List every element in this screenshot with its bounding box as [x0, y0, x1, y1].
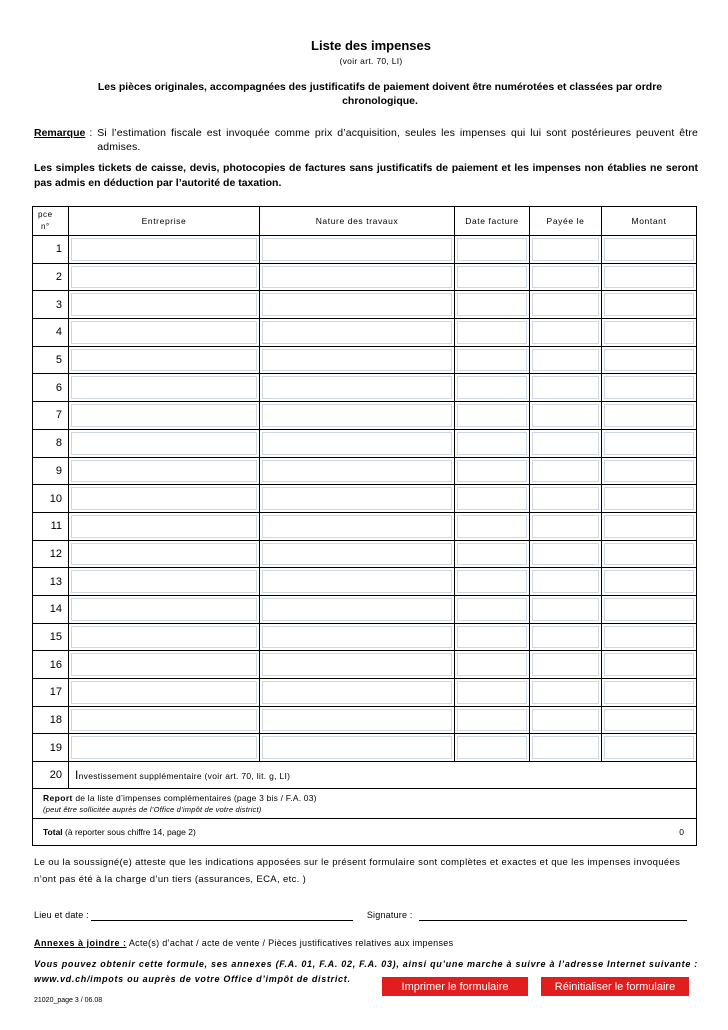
nature-field[interactable]: [262, 736, 452, 759]
date-field-cell: [455, 513, 530, 540]
date-field-cell: [455, 236, 530, 263]
nature-field[interactable]: [262, 321, 452, 344]
entreprise-field[interactable]: [71, 626, 257, 649]
payee-field[interactable]: [532, 293, 599, 316]
row-number: 20: [33, 762, 69, 788]
header-piece-number: [33, 207, 69, 235]
payee-field[interactable]: [532, 515, 599, 538]
date-field[interactable]: [457, 570, 527, 593]
payee-field[interactable]: [532, 404, 599, 427]
payee-field-cell: [530, 319, 602, 346]
date-field-cell: [455, 734, 530, 761]
date-field-cell: [455, 291, 530, 318]
entreprise-field-cell: [69, 319, 260, 346]
entreprise-field-cell: [69, 541, 260, 568]
date-field-cell: [455, 347, 530, 374]
date-field-cell: [455, 374, 530, 401]
date-field[interactable]: [457, 293, 527, 316]
entreprise-field-cell: [69, 347, 260, 374]
nature-field-cell: [260, 291, 455, 318]
table-row-20: [33, 762, 696, 789]
montant-field[interactable]: [604, 626, 694, 649]
date-field[interactable]: [457, 709, 527, 732]
row-number: 5: [33, 347, 69, 374]
date-field[interactable]: [457, 598, 527, 621]
entreprise-field[interactable]: [71, 266, 257, 289]
annexes-line: [34, 938, 698, 948]
date-field[interactable]: [457, 321, 527, 344]
payee-field-cell: [530, 264, 602, 291]
row-number: 14: [33, 596, 69, 623]
row-number: 7: [33, 402, 69, 429]
montant-field-cell: [602, 430, 696, 457]
nature-field-cell: [260, 236, 455, 263]
date-field[interactable]: [457, 543, 527, 566]
table-body: [33, 236, 696, 762]
date-field[interactable]: [457, 404, 527, 427]
nature-field[interactable]: [262, 238, 452, 261]
montant-field-cell: [602, 624, 696, 651]
montant-field-cell: [602, 374, 696, 401]
header-date: Date facture: [455, 207, 530, 235]
payee-field-cell: [530, 430, 602, 457]
table-row: [33, 319, 696, 347]
payee-field-cell: [530, 734, 602, 761]
date-field[interactable]: [457, 376, 527, 399]
entreprise-field[interactable]: [71, 404, 257, 427]
table-row: [33, 651, 696, 679]
table-row: [33, 264, 696, 292]
date-field[interactable]: [457, 681, 527, 704]
date-field-cell: [455, 458, 530, 485]
entreprise-field[interactable]: [71, 736, 257, 759]
entreprise-field-cell: [69, 458, 260, 485]
entreprise-field[interactable]: [71, 293, 257, 316]
table-row: [33, 596, 696, 624]
table-row: [33, 485, 696, 513]
nature-field-cell: [260, 402, 455, 429]
report-text: de la liste d’impenses complémentaires (page 3 bis / F.A. 03): [72, 793, 317, 804]
report-label: Report: [43, 793, 73, 804]
reset-button[interactable]: Réinitialiser le formulaire: [541, 977, 689, 996]
entreprise-field[interactable]: [71, 460, 257, 483]
table-row: [33, 541, 696, 569]
row-number: 10: [33, 485, 69, 512]
row-number: 16: [33, 651, 69, 678]
date-field[interactable]: [457, 487, 527, 510]
payee-field-cell: [530, 651, 602, 678]
montant-field-cell: [602, 291, 696, 318]
table-row: [33, 236, 696, 264]
date-field-cell: [455, 707, 530, 734]
table-row: [33, 568, 696, 596]
table-row: [33, 291, 696, 319]
montant-field-cell: [602, 541, 696, 568]
date-field[interactable]: [457, 266, 527, 289]
montant-field-cell: [602, 264, 696, 291]
payee-field[interactable]: [532, 736, 599, 759]
nature-field[interactable]: [262, 349, 452, 372]
row-number: 2: [33, 264, 69, 291]
nature-field[interactable]: [262, 570, 452, 593]
header-number-label: n°: [41, 222, 50, 231]
date-field-cell: [455, 541, 530, 568]
payee-field[interactable]: [532, 598, 599, 621]
payee-field-cell: [530, 679, 602, 706]
row-number: 4: [33, 319, 69, 346]
date-field-cell: [455, 679, 530, 706]
signature-field[interactable]: [419, 910, 687, 921]
expenses-table: [32, 206, 697, 846]
nature-field-cell: [260, 707, 455, 734]
entreprise-field[interactable]: [71, 598, 257, 621]
cursor-cap: I: [75, 768, 79, 783]
entreprise-field[interactable]: [71, 653, 257, 676]
date-field[interactable]: [91, 910, 353, 921]
header-piece-label: pce: [38, 210, 53, 219]
total-label: Total: [43, 827, 63, 838]
payee-field-cell: [530, 541, 602, 568]
payee-field[interactable]: [532, 432, 599, 455]
payee-field-cell: [530, 291, 602, 318]
entreprise-field[interactable]: [71, 238, 257, 261]
row-number: 18: [33, 707, 69, 734]
row-number: 6: [33, 374, 69, 401]
montant-field-cell: [602, 402, 696, 429]
table-row: [33, 513, 696, 541]
entreprise-field[interactable]: [71, 515, 257, 538]
montant-field[interactable]: [604, 598, 694, 621]
nature-field-cell: [260, 679, 455, 706]
table-row: [33, 347, 696, 375]
row-number: 8: [33, 430, 69, 457]
payee-field-cell: [530, 596, 602, 623]
entreprise-field-cell: [69, 485, 260, 512]
header-entreprise: Entreprise: [69, 207, 260, 235]
entreprise-field-cell: [69, 430, 260, 457]
nature-field-cell: [260, 430, 455, 457]
date-field[interactable]: [457, 736, 527, 759]
entreprise-field[interactable]: [71, 681, 257, 704]
payee-field-cell: [530, 568, 602, 595]
entreprise-field[interactable]: [71, 709, 257, 732]
form-code: 21020_page 3 / 06.08: [34, 997, 103, 1004]
entreprise-field-cell: [69, 679, 260, 706]
montant-field[interactable]: [604, 321, 694, 344]
remark-label: Remarque: [34, 127, 86, 139]
montant-field-cell: [602, 347, 696, 374]
montant-field-cell: [602, 513, 696, 540]
payee-field[interactable]: [532, 460, 599, 483]
payee-field[interactable]: [532, 543, 599, 566]
entreprise-field[interactable]: [71, 432, 257, 455]
entreprise-field-cell: [69, 236, 260, 263]
table-row: [33, 679, 696, 707]
entreprise-field[interactable]: [71, 487, 257, 510]
entreprise-field-cell: [69, 374, 260, 401]
total-row: [33, 819, 696, 845]
table-row: [33, 707, 696, 735]
montant-field[interactable]: [604, 709, 694, 732]
entreprise-field-cell: [69, 568, 260, 595]
montant-field[interactable]: [604, 543, 694, 566]
signature-label: Signature :: [366, 910, 413, 920]
entreprise-field-cell: [69, 402, 260, 429]
montant-field-cell: [602, 734, 696, 761]
entreprise-field[interactable]: [71, 570, 257, 593]
report-row: [33, 789, 696, 819]
entreprise-field-cell: [69, 264, 260, 291]
table-row: [33, 402, 696, 430]
law-reference: (voir art. 70, LI): [339, 56, 403, 66]
payee-field[interactable]: [532, 487, 599, 510]
row-number: 1: [33, 236, 69, 263]
date-field-cell: [455, 596, 530, 623]
payee-field-cell: [530, 347, 602, 374]
entreprise-field[interactable]: [71, 543, 257, 566]
nature-field-cell: [260, 458, 455, 485]
nature-field-cell: [260, 319, 455, 346]
montant-field[interactable]: [604, 681, 694, 704]
montant-field[interactable]: [604, 376, 694, 399]
date-field-cell: [455, 402, 530, 429]
row-number: 13: [33, 568, 69, 595]
header-montant: Montant: [631, 216, 667, 226]
montant-field-cell: [602, 596, 696, 623]
date-field-cell: [455, 319, 530, 346]
entreprise-field-cell: [69, 596, 260, 623]
row-number: 17: [33, 679, 69, 706]
montant-field-cell: [602, 485, 696, 512]
date-field[interactable]: [457, 238, 527, 261]
remark-block: [34, 126, 698, 154]
total-text: (à reporter sous chiffre 14, page 2): [62, 827, 196, 838]
header-payee: Payée le: [530, 207, 602, 235]
remark-colon: :: [89, 127, 93, 139]
nature-field-cell: [260, 651, 455, 678]
annexes-label: Annexes à joindre :: [34, 938, 127, 948]
payee-field[interactable]: [532, 626, 599, 649]
table-row: [33, 374, 696, 402]
payee-field[interactable]: [532, 376, 599, 399]
entreprise-field-cell: [69, 624, 260, 651]
nature-field[interactable]: [262, 404, 452, 427]
supplementary-text: nvestissement supplémentaire (voir art. 70, lit. g, LI): [78, 771, 291, 782]
signature-line: [34, 910, 698, 921]
nature-field-cell: [260, 485, 455, 512]
final-note: Vous pouvez obtenir cette formule, ses annexes (F.A. 01, F.A. 02, F.A. 03), ainsi qu’une marche à suivre à l’adresse Internet suivante : www.vd.ch/impots ou auprès de votre Office d’impôt de district.: [34, 959, 698, 984]
entreprise-field-cell: [69, 734, 260, 761]
nature-field-cell: [260, 513, 455, 540]
nature-field-cell: [260, 568, 455, 595]
row-number: 12: [33, 541, 69, 568]
nature-field-cell: [260, 264, 455, 291]
intro-text: Les pièces originales, accompagnées des justificatifs de paiement doivent être numérotées et classées par ordre chronologique.: [97, 81, 663, 107]
nature-field[interactable]: [262, 626, 452, 649]
annexes-text: Acte(s) d’achat / acte de vente / Pièces justificatives relatives aux impenses: [126, 938, 454, 948]
montant-field-cell: [602, 236, 696, 263]
nature-field-cell: [260, 624, 455, 651]
date-field[interactable]: [457, 515, 527, 538]
table-row: [33, 734, 696, 762]
nature-field-cell: [260, 596, 455, 623]
payee-field-cell: [530, 485, 602, 512]
nature-field-cell: [260, 347, 455, 374]
total-value: 0: [679, 827, 684, 838]
warning-text: Les simples tickets de caisse, devis, photocopies de factures sans justificatifs de paiement et les impenses non établies ne seront pas admis en déduction par l’autorité de taxation.: [34, 162, 698, 189]
date-field[interactable]: [457, 460, 527, 483]
page-title: Liste des impenses: [311, 38, 431, 53]
nature-field-cell: [260, 374, 455, 401]
montant-field[interactable]: [604, 432, 694, 455]
date-field-cell: [455, 624, 530, 651]
print-button[interactable]: Imprimer le formulaire: [382, 977, 528, 996]
date-field-cell: [455, 430, 530, 457]
date-field-cell: [455, 485, 530, 512]
payee-field-cell: [530, 236, 602, 263]
row-number: 19: [33, 734, 69, 761]
payee-field[interactable]: [532, 653, 599, 676]
montant-field[interactable]: [604, 404, 694, 427]
montant-field[interactable]: [604, 653, 694, 676]
nature-field[interactable]: [262, 653, 452, 676]
row-number: 3: [33, 291, 69, 318]
table-header: [33, 207, 696, 236]
date-field-cell: [455, 568, 530, 595]
entreprise-field-cell: [69, 707, 260, 734]
payee-field[interactable]: [532, 321, 599, 344]
entreprise-field[interactable]: [71, 376, 257, 399]
table-row: [33, 458, 696, 486]
montant-field[interactable]: [604, 349, 694, 372]
nature-field[interactable]: [262, 376, 452, 399]
montant-field-cell: [602, 319, 696, 346]
date-field-cell: [455, 651, 530, 678]
nature-field[interactable]: [262, 293, 452, 316]
nature-field[interactable]: [262, 460, 452, 483]
date-field[interactable]: [457, 653, 527, 676]
nature-field[interactable]: [262, 432, 452, 455]
montant-field[interactable]: [604, 460, 694, 483]
payee-field[interactable]: [532, 238, 599, 261]
montant-field[interactable]: [604, 238, 694, 261]
date-field-cell: [455, 264, 530, 291]
row-number: 11: [33, 513, 69, 540]
remark-text: Si l’estimation fiscale est invoquée comme prix d’acquisition, seules les impenses qui lui sont postérieures peuvent être admises.: [97, 127, 698, 153]
payee-field[interactable]: [532, 266, 599, 289]
montant-field-cell: [602, 707, 696, 734]
nature-field[interactable]: [262, 543, 452, 566]
report-subtext: (peut être sollicitée auprès de l’Office d’impôt de votre district): [43, 805, 262, 815]
montant-field[interactable]: [604, 293, 694, 316]
payee-field-cell: [530, 374, 602, 401]
payee-field-cell: [530, 513, 602, 540]
nature-field-cell: [260, 734, 455, 761]
date-field[interactable]: [457, 626, 527, 649]
payee-field-cell: [530, 458, 602, 485]
row-number: 15: [33, 624, 69, 651]
nature-field[interactable]: [262, 487, 452, 510]
payee-field-cell: [530, 402, 602, 429]
nature-field[interactable]: [262, 709, 452, 732]
payee-field-cell: [530, 707, 602, 734]
entreprise-field-cell: [69, 651, 260, 678]
entreprise-field[interactable]: [71, 321, 257, 344]
montant-field[interactable]: [604, 487, 694, 510]
supplementary-investment-label: [69, 768, 290, 782]
header-nature: Nature des travaux: [260, 207, 455, 235]
montant-field-cell: [602, 679, 696, 706]
entreprise-field-cell: [69, 513, 260, 540]
montant-field[interactable]: [604, 266, 694, 289]
entreprise-field-cell: [69, 291, 260, 318]
row-number: 9: [33, 458, 69, 485]
table-row: [33, 430, 696, 458]
payee-field-cell: [530, 624, 602, 651]
date-label: Lieu et date :: [34, 910, 89, 920]
nature-field[interactable]: [262, 515, 452, 538]
payee-field[interactable]: [532, 709, 599, 732]
montant-field-cell: [602, 458, 696, 485]
entreprise-field[interactable]: [71, 349, 257, 372]
montant-field[interactable]: [604, 736, 694, 759]
payee-field[interactable]: [532, 681, 599, 704]
payee-field[interactable]: [532, 570, 599, 593]
nature-field[interactable]: [262, 598, 452, 621]
attestation-text: Le ou la soussigné(e) atteste que les indications apposées sur le présent formulaire sont complètes et exactes et que les impenses invoquées n’ont pas été à la charge d’un tiers (assurances, ECA, etc. ): [34, 857, 681, 885]
nature-field-cell: [260, 541, 455, 568]
date-field[interactable]: [457, 432, 527, 455]
montant-field[interactable]: [604, 515, 694, 538]
nature-field[interactable]: [262, 681, 452, 704]
table-row: [33, 624, 696, 652]
montant-field-cell: [602, 568, 696, 595]
montant-field[interactable]: [604, 570, 694, 593]
payee-field[interactable]: [532, 349, 599, 372]
montant-field-cell: [602, 651, 696, 678]
date-field[interactable]: [457, 349, 527, 372]
nature-field[interactable]: [262, 266, 452, 289]
